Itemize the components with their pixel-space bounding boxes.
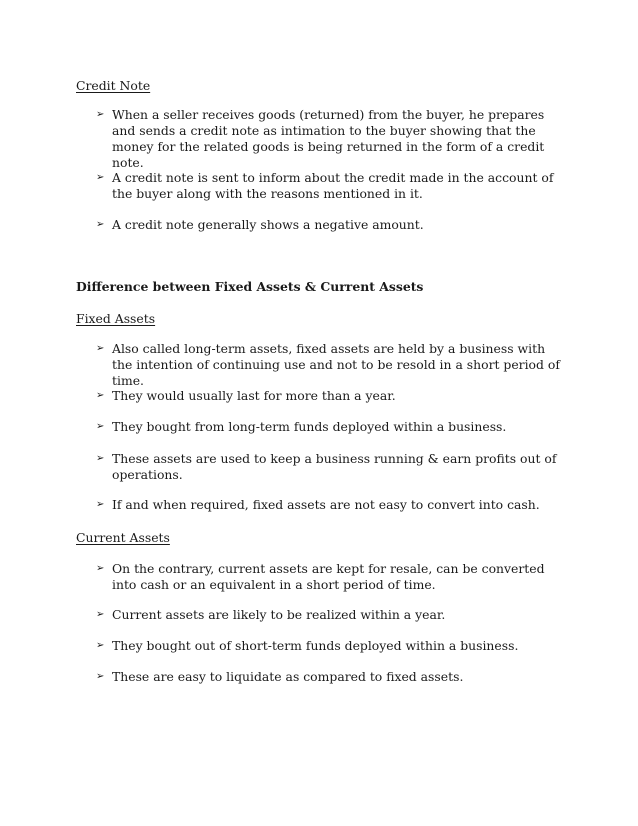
arrow-bullet-icon: ➢ [96, 640, 105, 651]
arrow-bullet-icon: ➢ [96, 343, 105, 354]
arrow-bullet-icon: ➢ [96, 609, 105, 620]
list-item [96, 561, 566, 593]
arrow-bullet-icon: ➢ [96, 421, 105, 432]
list-item-text: These are easy to liquidate as compared to fixed assets. [112, 669, 464, 684]
list-item [96, 388, 566, 404]
list-item-text: If and when required, fixed assets are not easy to convert into cash. [112, 497, 540, 512]
fixed-assets-heading: Fixed Assets [76, 311, 156, 326]
list-item-text: They bought from long-term funds deployed within a business. [112, 419, 507, 434]
arrow-bullet-icon: ➢ [96, 453, 105, 464]
list-item-text: On the contrary, current assets are kept for resale, can be converted into cash or an equivalent in a short period of time. [112, 561, 545, 592]
list-item [96, 638, 566, 654]
arrow-bullet-icon: ➢ [96, 390, 105, 401]
difference-heading: Difference between Fixed Assets & Current Assets [76, 279, 424, 294]
list-item [96, 341, 566, 389]
list-item-text: When a seller receives goods (returned) from the buyer, he prepares and sends a credit note as intimation to the buyer showing that the money for the related goods is being returned in the form of a credit note. [112, 107, 545, 170]
credit-note-heading: Credit Note [76, 78, 151, 93]
arrow-bullet-icon: ➢ [96, 499, 105, 510]
list-item-text: They would usually last for more than a year. [112, 388, 396, 403]
list-item-text: These assets are used to keep a business running & earn profits out of operations. [112, 451, 557, 482]
list-item-text: A credit note is sent to inform about the credit made in the account of the buyer along with the reasons mentioned in it. [112, 170, 554, 201]
list-item [96, 217, 566, 233]
list-item [96, 451, 566, 483]
list-item [96, 607, 566, 623]
list-item-text: A credit note generally shows a negative amount. [112, 217, 424, 232]
list-item-text: Also called long-term assets, fixed assets are held by a business with the intention of continuing use and not to be resold in a short period of time. [112, 341, 560, 388]
list-item-text: They bought out of short-term funds deployed within a business. [112, 638, 519, 653]
arrow-bullet-icon: ➢ [96, 671, 105, 682]
list-item [96, 170, 566, 202]
arrow-bullet-icon: ➢ [96, 109, 105, 120]
list-item-text: Current assets are likely to be realized within a year. [112, 607, 446, 622]
arrow-bullet-icon: ➢ [96, 563, 105, 574]
arrow-bullet-icon: ➢ [96, 172, 105, 183]
list-item [96, 107, 566, 171]
list-item [96, 497, 566, 513]
current-assets-heading: Current Assets [76, 530, 170, 545]
list-item [96, 669, 566, 685]
arrow-bullet-icon: ➢ [96, 219, 105, 230]
list-item [96, 419, 566, 435]
